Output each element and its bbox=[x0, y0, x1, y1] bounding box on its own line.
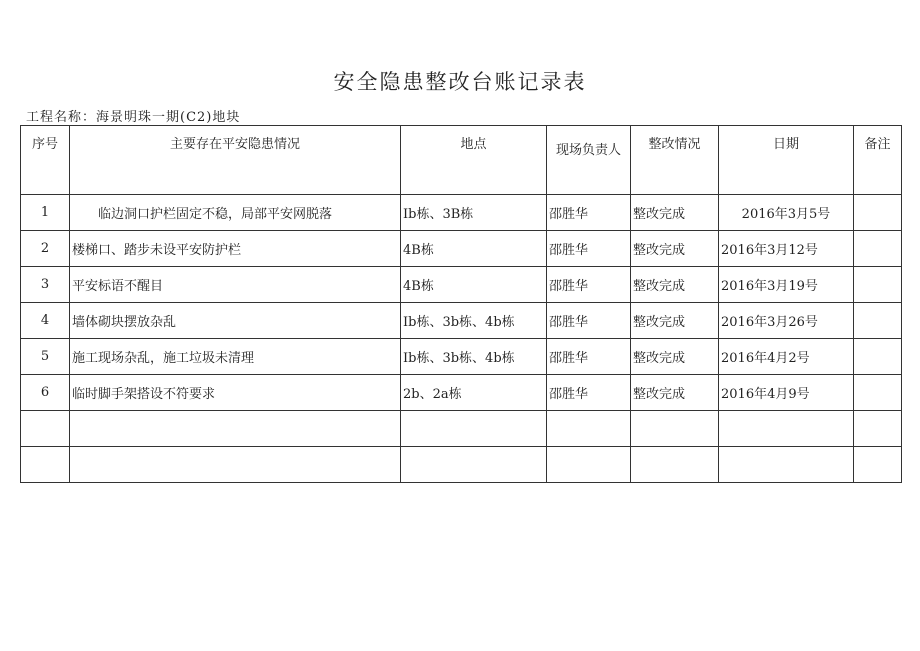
cell-issue bbox=[70, 411, 401, 447]
cell-date: 2016年3月5号 bbox=[719, 195, 854, 231]
table-row bbox=[21, 231, 902, 267]
cell-date bbox=[719, 411, 854, 447]
cell-status bbox=[631, 411, 719, 447]
cell-location bbox=[401, 411, 547, 447]
cell-no: 2 bbox=[21, 231, 70, 267]
cell-no: 6 bbox=[21, 375, 70, 411]
cell-status bbox=[631, 447, 719, 483]
cell-location: Ib栋、3b栋、4b栋 bbox=[401, 303, 547, 339]
cell-responsible: 邵胜华 bbox=[547, 339, 631, 375]
table-row bbox=[21, 267, 902, 303]
cell-responsible bbox=[547, 447, 631, 483]
cell-issue: 临边洞口护栏固定不稳，局部平安网脱落 bbox=[70, 195, 401, 231]
header-remark: 备注 bbox=[854, 126, 902, 195]
cell-responsible: 邵胜华 bbox=[547, 375, 631, 411]
cell-location: 4B栋 bbox=[401, 231, 547, 267]
project-name: 工程名称：海景明珠一期(C2)地块 bbox=[26, 110, 241, 125]
header-date: 日期 bbox=[719, 126, 854, 195]
cell-status: 整改完成 bbox=[631, 339, 719, 375]
header-no: 序号 bbox=[21, 126, 70, 195]
cell-issue: 楼梯口、踏步未设平安防护栏 bbox=[70, 231, 401, 267]
page-title: 安全隐患整改台账记录表 bbox=[333, 70, 587, 94]
table-row bbox=[21, 447, 902, 483]
cell-date: 2016年3月12号 bbox=[719, 231, 854, 267]
cell-remark bbox=[854, 195, 902, 231]
table-row bbox=[21, 411, 902, 447]
cell-remark bbox=[854, 231, 902, 267]
cell-responsible: 邵胜华 bbox=[547, 267, 631, 303]
hazard-ledger-table bbox=[20, 125, 902, 483]
cell-responsible: 邵胜华 bbox=[547, 303, 631, 339]
cell-status: 整改完成 bbox=[631, 195, 719, 231]
header-responsible: 现场负责人 bbox=[547, 126, 631, 195]
cell-remark bbox=[854, 303, 902, 339]
cell-responsible: 邵胜华 bbox=[547, 231, 631, 267]
header-issue: 主要存在平安隐患情况 bbox=[70, 126, 401, 195]
cell-no: 5 bbox=[21, 339, 70, 375]
cell-no: 4 bbox=[21, 303, 70, 339]
cell-remark bbox=[854, 411, 902, 447]
cell-location: 4B栋 bbox=[401, 267, 547, 303]
cell-issue: 墙体砌块摆放杂乱 bbox=[70, 303, 401, 339]
cell-remark bbox=[854, 375, 902, 411]
cell-location: 2b、2a栋 bbox=[401, 375, 547, 411]
cell-status: 整改完成 bbox=[631, 303, 719, 339]
cell-no bbox=[21, 447, 70, 483]
cell-remark bbox=[854, 447, 902, 483]
table-row bbox=[21, 375, 902, 411]
header-status: 整改情况 bbox=[631, 126, 719, 195]
cell-responsible bbox=[547, 411, 631, 447]
cell-location bbox=[401, 447, 547, 483]
table-header-row bbox=[21, 126, 902, 195]
cell-remark bbox=[854, 267, 902, 303]
cell-issue: 施工现场杂乱，施工垃圾未清理 bbox=[70, 339, 401, 375]
cell-date: 2016年4月2号 bbox=[719, 339, 854, 375]
cell-date: 2016年3月26号 bbox=[719, 303, 854, 339]
cell-location: Ib栋、3b栋、4b栋 bbox=[401, 339, 547, 375]
table-row bbox=[21, 303, 902, 339]
cell-no bbox=[21, 411, 70, 447]
cell-remark bbox=[854, 339, 902, 375]
table-row bbox=[21, 339, 902, 375]
cell-status: 整改完成 bbox=[631, 375, 719, 411]
cell-date: 2016年4月9号 bbox=[719, 375, 854, 411]
cell-no: 1 bbox=[21, 195, 70, 231]
cell-status: 整改完成 bbox=[631, 267, 719, 303]
cell-issue bbox=[70, 447, 401, 483]
cell-date: 2016年3月19号 bbox=[719, 267, 854, 303]
cell-no: 3 bbox=[21, 267, 70, 303]
table-row bbox=[21, 195, 902, 231]
cell-status: 整改完成 bbox=[631, 231, 719, 267]
cell-issue: 临时脚手架搭设不符要求 bbox=[70, 375, 401, 411]
header-location: 地点 bbox=[401, 126, 547, 195]
cell-responsible: 邵胜华 bbox=[547, 195, 631, 231]
cell-issue: 平安标语不醒目 bbox=[70, 267, 401, 303]
cell-location: Ib栋、3B栋 bbox=[401, 195, 547, 231]
cell-date bbox=[719, 447, 854, 483]
